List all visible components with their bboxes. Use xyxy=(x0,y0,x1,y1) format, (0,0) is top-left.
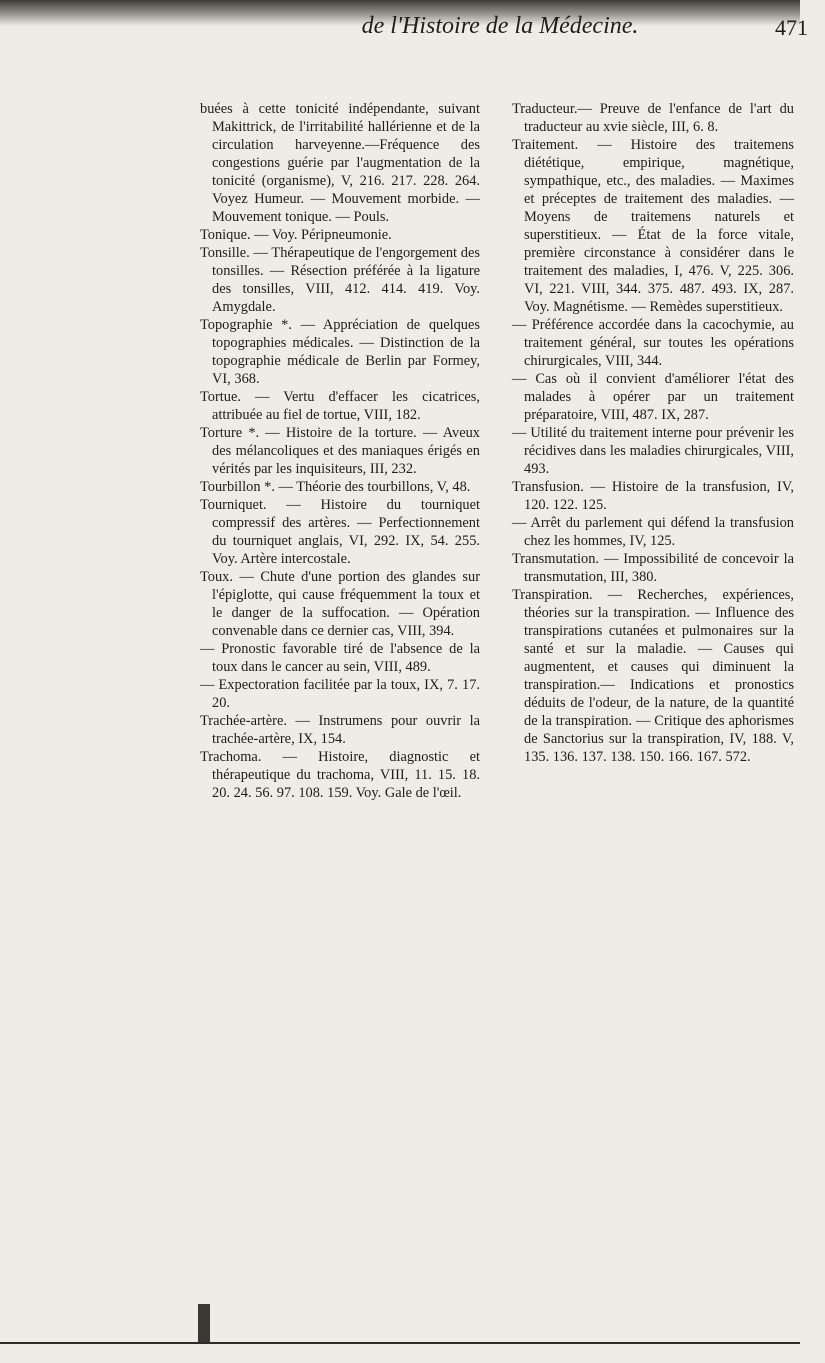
index-entry: — Pronostic favorable tiré de l'absence de la toux dans le cancer au sein, VIII, 489. xyxy=(200,641,480,675)
index-entry: — Préférence accordée dans la cacochymie, au traitement général, sur toutes les opérations chirurgicales, VIII, 344. xyxy=(512,317,794,369)
index-entry: Tonique. — Voy. Péripneumonie. xyxy=(200,227,392,243)
index-entry: Topographie *. — Appréciation de quelques topographies médicales. — Distinction de la topographie médicale de Berlin par Formey, VI, 368. xyxy=(200,317,480,387)
index-entry: Transmutation. — Impossibilité de concevoir la transmutation, III, 380. xyxy=(512,551,794,585)
index-entry: Tourniquet. — Histoire du tourniquet compressif des artères. — Perfectionnement du tourniquet anglais, VI, 292. IX, 54. 255. Voy. Artère intercostale. xyxy=(200,497,480,567)
binding-mark xyxy=(198,1304,210,1344)
index-entry: buées à cette tonicité indépendante, suivant Makittrick, de l'irritabilité hallérienne et de la circulation harveyenne.—Fréquence des congestions guérie par l'augmentation de la tonicité (organisme), V, 216. 217. 228. 264. Voyez Humeur. — Mouvement morbide. — Mouvement tonique. — Pouls. xyxy=(200,101,480,225)
page-body xyxy=(200,50,825,1250)
index-entry: — Arrêt du parlement qui défend la transfusion chez les hommes, IV, 125. xyxy=(512,515,794,549)
index-entry: Tourbillon *. — Théorie des tourbillons, V, 48. xyxy=(200,479,471,495)
index-entry: Toux. — Chute d'une portion des glandes sur l'épiglotte, qui cause fréquemment la toux et le danger de la suffocation. — Opération convenable dans ce dernier cas, VIII, 394. xyxy=(200,569,480,639)
index-entry: Trachoma. — Histoire, diagnostic et thérapeutique du trachoma, VIII, 11. 15. 18. 20. 24. 56. 97. 108. 159. Voy. Gale de l'œil. xyxy=(200,749,480,801)
left-column xyxy=(200,100,480,802)
index-entry: Traducteur.— Preuve de l'enfance de l'art du traducteur au xvie siècle, III, 6. 8. xyxy=(512,101,794,135)
index-entry: — Expectoration facilitée par la toux, IX, 7. 17. 20. xyxy=(200,677,480,711)
index-entry: Trachée-artère. — Instrumens pour ouvrir la trachée-artère, IX, 154. xyxy=(200,713,480,747)
index-entry: Tonsille. — Thérapeutique de l'engorgement des tonsilles. — Résection préférée à la ligature des tonsilles, VIII, 412. 414. 419. Voy. Amygdale. xyxy=(200,245,480,315)
index-entry: Tortue. — Vertu d'effacer les cicatrices, attribuée au fiel de tortue, VIII, 182. xyxy=(200,389,480,423)
index-entry: Transpiration. — Recherches, expériences, théories sur la transpiration. — Influence des transpirations cutanées et pulmonaires sur la santé et sur la maladie. — Causes qui augmentent, et causes qui diminuent la transpiration.— Indications et pronostics déduits de l'odeur, de la nature, de la quantité de la transpiration. — Critique des aphorismes de Sanctorius sur la transpiration, IV, 188. V, 135. 136. 137. 138. 150. 166. 167. 572. xyxy=(512,587,794,765)
index-entry: — Cas où il convient d'améliorer l'état des malades à opérer par un traitement préparatoire, VIII, 487. IX, 287. xyxy=(512,371,794,423)
index-entry: Torture *. — Histoire de la torture. — Aveux des mélancoliques et des maniaques érigés en vérités par les inquisiteurs, III, 232. xyxy=(200,425,480,477)
page-title: de l'Histoire de la Médecine. xyxy=(361,13,639,39)
page-number: 471 xyxy=(775,15,808,40)
index-entry: Transfusion. — Histoire de la transfusion, IV, 120. 122. 125. xyxy=(512,479,794,513)
index-entry: Traitement. — Histoire des traitemens diététique, empirique, magnétique, sympathique, etc., des maladies. — Maximes et préceptes de traitement des maladies. — Moyens de traitemens naturels et superstitieux. — État de la force vitale, première circonstance à considérer dans le traitement des maladies, I, 476. V, 225. 306. VI, 221. VIII, 344. 375. 487. 493. IX, 287. Voy. Magnétisme. — Remèdes superstitieux. xyxy=(512,137,794,315)
index-entry: — Utilité du traitement interne pour prévenir les récidives dans les maladies chirurgicales, VIII, 493. xyxy=(512,425,794,477)
page-bottom-edge xyxy=(0,1342,800,1344)
right-column xyxy=(512,100,794,766)
